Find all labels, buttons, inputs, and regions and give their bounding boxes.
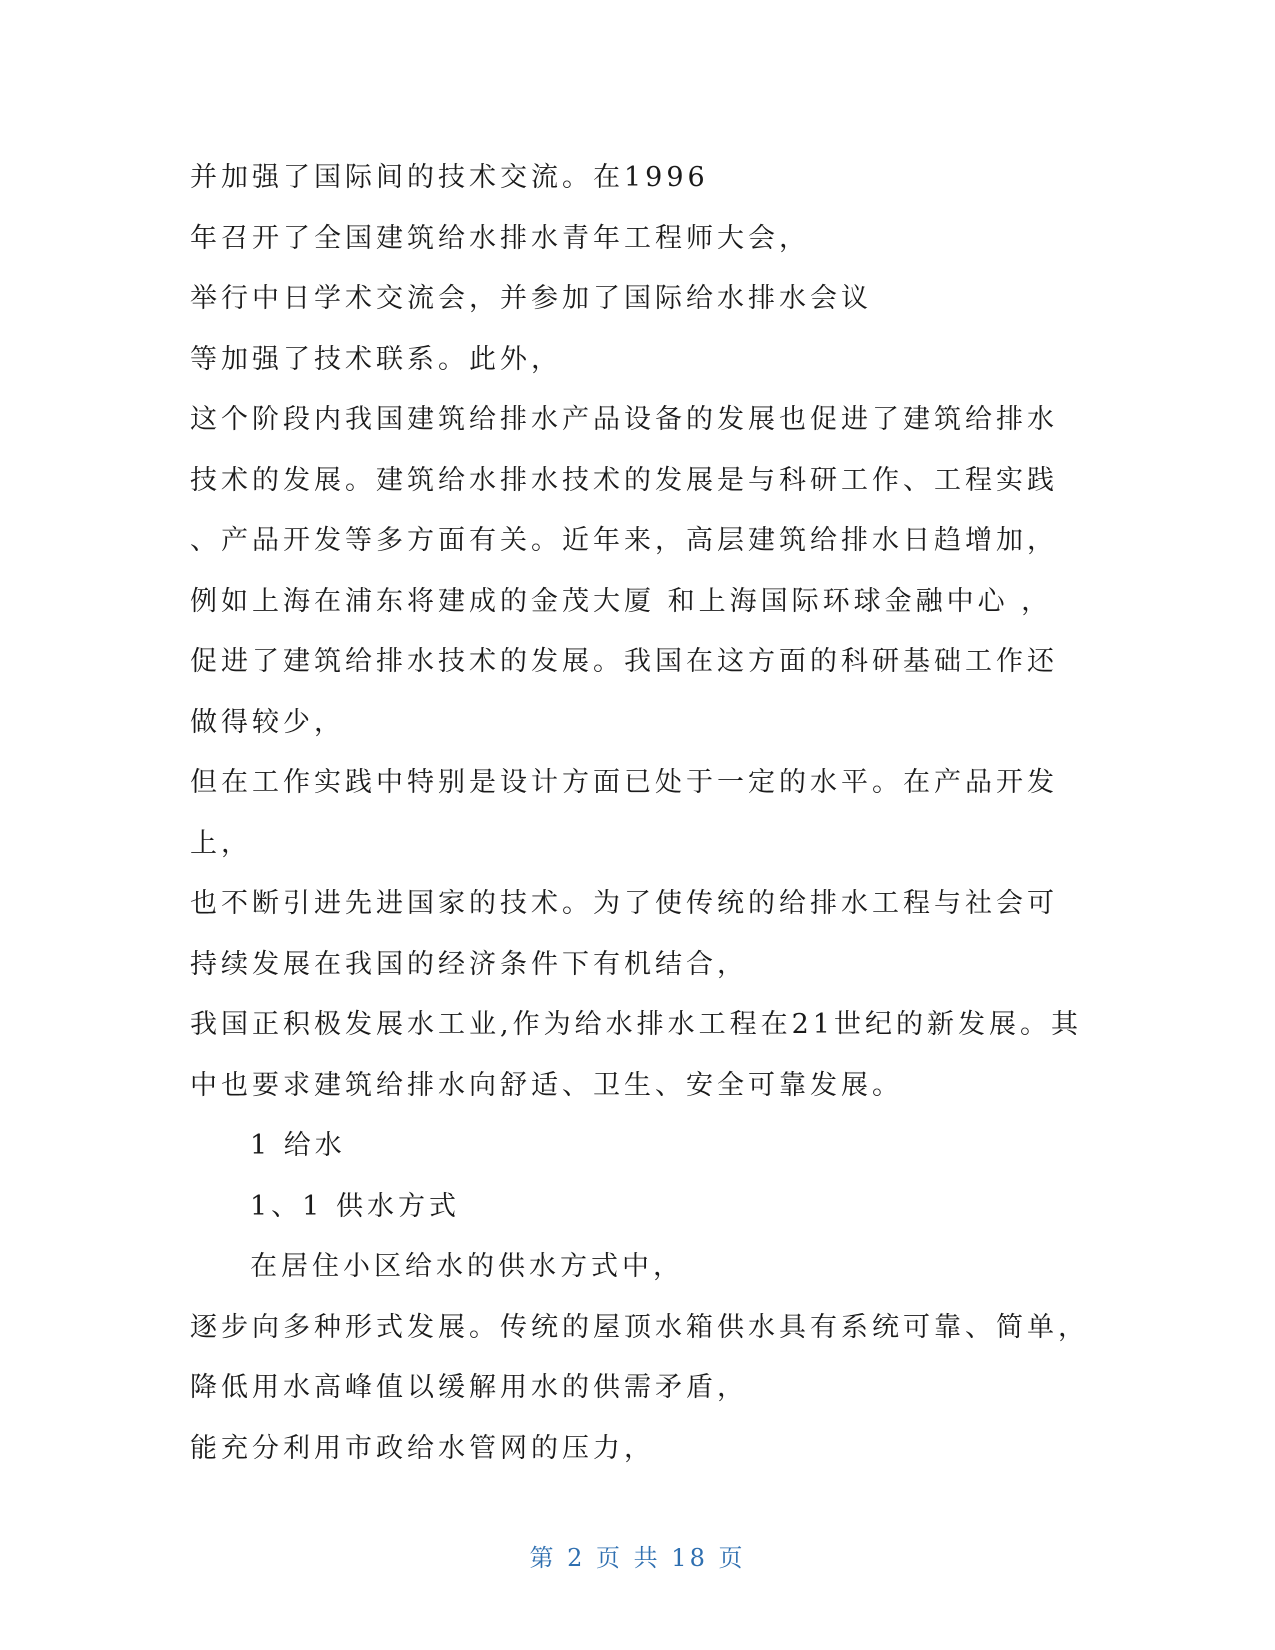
text-line: 做得较少， [190,706,345,738]
text-line: 在居住小区给水的供水方式中， [250,1251,684,1282]
text-line: 降低用水高峰值以缓解用水的供需矛盾， [190,1372,748,1403]
text-line: 、产品开发等多方面有关。近年来，高层建筑给排水日趋增加， [190,525,1058,556]
text-line: 例如上海在浦东将建成的金茂大厦 和上海国际环球金融中心 ， [190,585,1053,617]
text-line: 持续发展在我国的经济条件下有机结合， [190,948,748,980]
text-line: 上， [190,827,252,859]
text-line: 我国正积极发展水工业,作为给水排水工程在21世纪的新发展。其 [190,1009,1082,1040]
text-line: 并加强了国际间的技术交流。在1996 [190,162,709,193]
page-number-footer: 第 2 页 共 18 页 [529,1544,746,1572]
text-line: 促进了建筑给排水技术的发展。我国在这方面的科研基础工作还 [190,646,1058,677]
text-line: 也不断引进先进国家的技术。为了使传统的给排水工程与社会可 [190,888,1058,919]
text-line: 这个阶段内我国建筑给排水产品设备的发展也促进了建筑给排水 [190,404,1058,435]
text-line: 举行中日学术交流会，并参加了国际给水排水会议 [190,283,872,314]
text-line: 能充分利用市政给水管网的压力， [190,1432,655,1464]
text-line: 等加强了技术联系。此外， [190,343,562,375]
text-line: 但在工作实践中特别是设计方面已处于一定的水平。在产品开发 [190,767,1058,798]
text-line: 年召开了全国建筑给水排水青年工程师大会， [190,222,810,254]
section-heading: 1 给水 [250,1130,346,1161]
subsection-heading: 1、1 供水方式 [250,1190,460,1222]
text-line: 技术的发展。建筑给水排水技术的发展是与科研工作、工程实践 [190,464,1058,496]
body-text [190,148,1090,1479]
text-line: 中也要求建筑给排水向舒适、卫生、安全可靠发展。 [190,1069,903,1101]
text-line: 逐步向多种形式发展。传统的屋顶水箱供水具有系统可靠、简单， [190,1311,1089,1343]
